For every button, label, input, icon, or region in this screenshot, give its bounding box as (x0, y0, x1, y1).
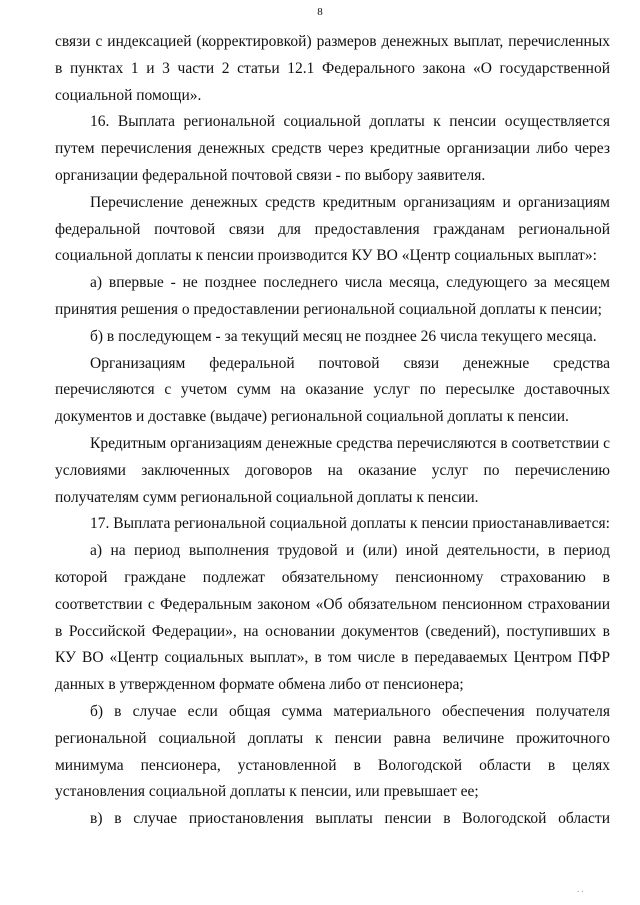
paragraph-transfer: Перечисление денежных средств кредитным организациям и организациям федеральной почтовой связи для предоставления гражданам региональной социальной доплаты к пенсии производится КУ ВО «Центр социальных выплат»: (55, 193, 610, 265)
paragraph-item-17: 17. Выплата региональной социальной доплаты к пенсии приостанавливается: (90, 515, 610, 533)
paragraph-suspension-b: б) в случае если общая сумма материального обеспечения получателя региональной социальной доплаты к пенсии равна величине прожиточного минимума пенсионера, установленной в Вологодской области в целях установления социальной доплаты к пенсии, или превышает ее; (55, 702, 610, 801)
paragraph-subitem-a-first: а) впервые - не позднее последнего числа месяца, следующего за месяцем принятия решения о предоставлении региональной социальной доплаты к пенсии; (55, 274, 610, 318)
paragraph-postal-organizations: Организациям федеральной почтовой связи денежные средства перечисляются с учетом сумм на оказание услуг по пересылке доставочных документов и доставке (выдаче) региональной социальной доплаты к пенсии. (55, 354, 610, 426)
paragraph-credit-organizations: Кредитным организациям денежные средства перечисляются в соответствии с условиями заключенных договоров на оказание услуг по перечислению получателям сумм региональной социальной доплаты к пенсии. (55, 434, 610, 506)
paragraph-continuation: связи с индексацией (корректировкой) размеров денежных выплат, перечисленных в пунктах 1 и 3 части 2 статьи 12.1 Федерального закона «О государственной социальной помощи». (55, 33, 610, 104)
paragraph-subitem-b-subsequent: б) в последующем - за текущий месяц не позднее 26 числа текущего месяца. (90, 327, 597, 345)
paragraph-suspension-c: в) в случае приостановления выплаты пенсии в Вологодской области (90, 810, 610, 828)
page-number: 8 (317, 6, 323, 18)
document-body (55, 29, 610, 833)
paragraph-item-16: 16. Выплата региональной социальной доплаты к пенсии осуществляется путем перечисления денежных средств через кредитные организации либо через организации федеральной почтовой связи - по выбору заявителя. (55, 113, 610, 184)
paragraph-suspension-a: а) на период выполнения трудовой и (или) иной деятельности, в период которой граждане подлежат обязательному пенсионному страхованию в соответствии с Федеральным законом «Об обязательном пенсионном страховании в Российской Федерации», на основании документов (сведений), поступивших в КУ ВО «Центр социальных выплат», в том числе в передаваемых Центром ПФР данных в утвержденном формате обмена либо от пенсионера; (55, 542, 610, 694)
scan-mark: . . (577, 884, 584, 894)
